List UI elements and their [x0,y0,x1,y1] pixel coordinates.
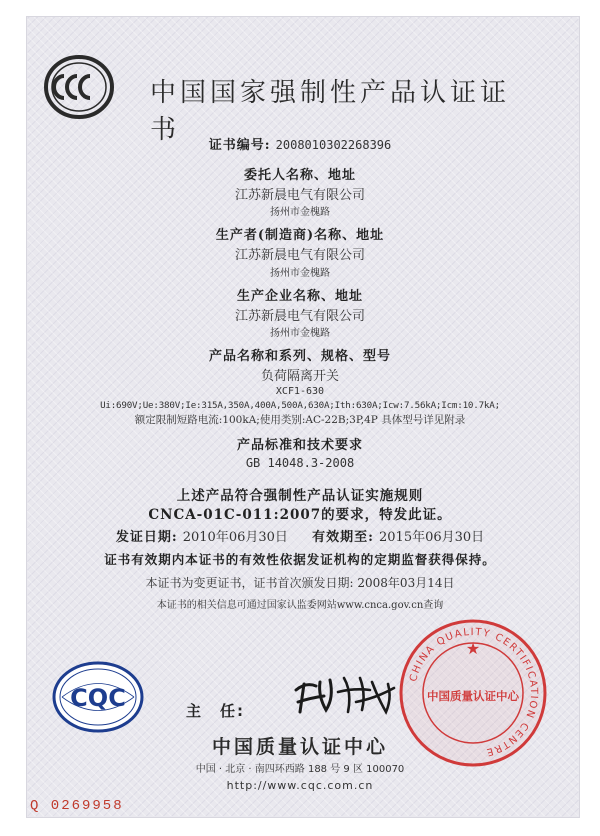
cqc-logo [52,660,144,734]
issue-date-value: 2010年06月30日 [182,530,288,545]
cert-number-label: 证书编号: [208,138,271,153]
product-name: 负荷隔离开关 [260,369,339,384]
serial-number: Q 0269958 [30,798,124,814]
cqc-logo-text: CQC [70,684,126,712]
product-spec-line1: Ui:690V;Ue:380V;Ie:315A,350A,400A,500A,630A;Ith:630A;Icw:7.56kA;Icm:10.7kA; [100,400,500,411]
producer-label: 生产者(制造商)名称、地址 [215,228,385,243]
dates-row [0,526,600,545]
issue-date-label: 发证日期: [115,530,178,545]
seal-center-text: 中国质量认证中心 [427,689,519,703]
ccc-logo [44,52,114,122]
seal-ring-text: CHINA QUALITY CERTIFICATION CENTRE [408,626,540,758]
producer-address: 扬州市金槐路 [270,268,330,279]
client-label: 委托人名称、地址 [243,168,356,183]
issuer-address: 中国 · 北京 · 南四环西路 188 号 9 区 100070 [195,764,405,775]
producer-name: 江苏新晨电气有限公司 [234,248,365,263]
cert-number-value: 2008010302268396 [275,138,392,152]
client-address: 扬州市金槐路 [270,207,330,218]
validity-note: 证书有效期内本证书的有效性依据发证机构的定期监督获得保持。 [104,552,496,567]
expiry-date-label: 有效期至: [312,530,374,545]
certificate-title: 中国国家强制性产品认证证书 [150,78,511,145]
conformity-line1: 上述产品符合强制性产品认证实施规则 [176,488,424,504]
expiry-date-value: 2015年06月30日 [379,530,485,545]
website-note: 本证书的相关信息可通过国家认监委网站www.cnca.gov.cn查询 [156,600,444,611]
standard-value: GB 14048.3-2008 [245,456,355,470]
signatory-label: 主 任: [186,702,245,720]
factory-address: 扬州市金槐路 [270,328,330,339]
cert-number-row [0,134,600,153]
conformity-line2: CNCA-01C-011:2007的要求，特发此证。 [148,507,452,523]
issuer-website: http://www.cqc.com.cn [226,779,374,792]
product-label: 产品名称和系列、规格、型号 [208,349,391,364]
factory-label: 生产企业名称、地址 [236,289,363,304]
issuer-name: 中国质量认证中心 [211,736,388,758]
client-name: 江苏新晨电气有限公司 [234,188,365,203]
product-spec-line2: 额定限制短路电流:100kA;使用类别:AC-22B;3P,4P 具体型号详见附录 [134,414,466,426]
factory-name: 江苏新晨电气有限公司 [234,309,365,324]
change-note: 本证书为变更证书，证书首次颁发日期: 2008年03月14日 [145,576,455,590]
svg-text:★: ★ [465,639,481,658]
product-model: XCF1-630 [275,386,325,397]
standard-label: 产品标准和技术要求 [236,438,363,453]
